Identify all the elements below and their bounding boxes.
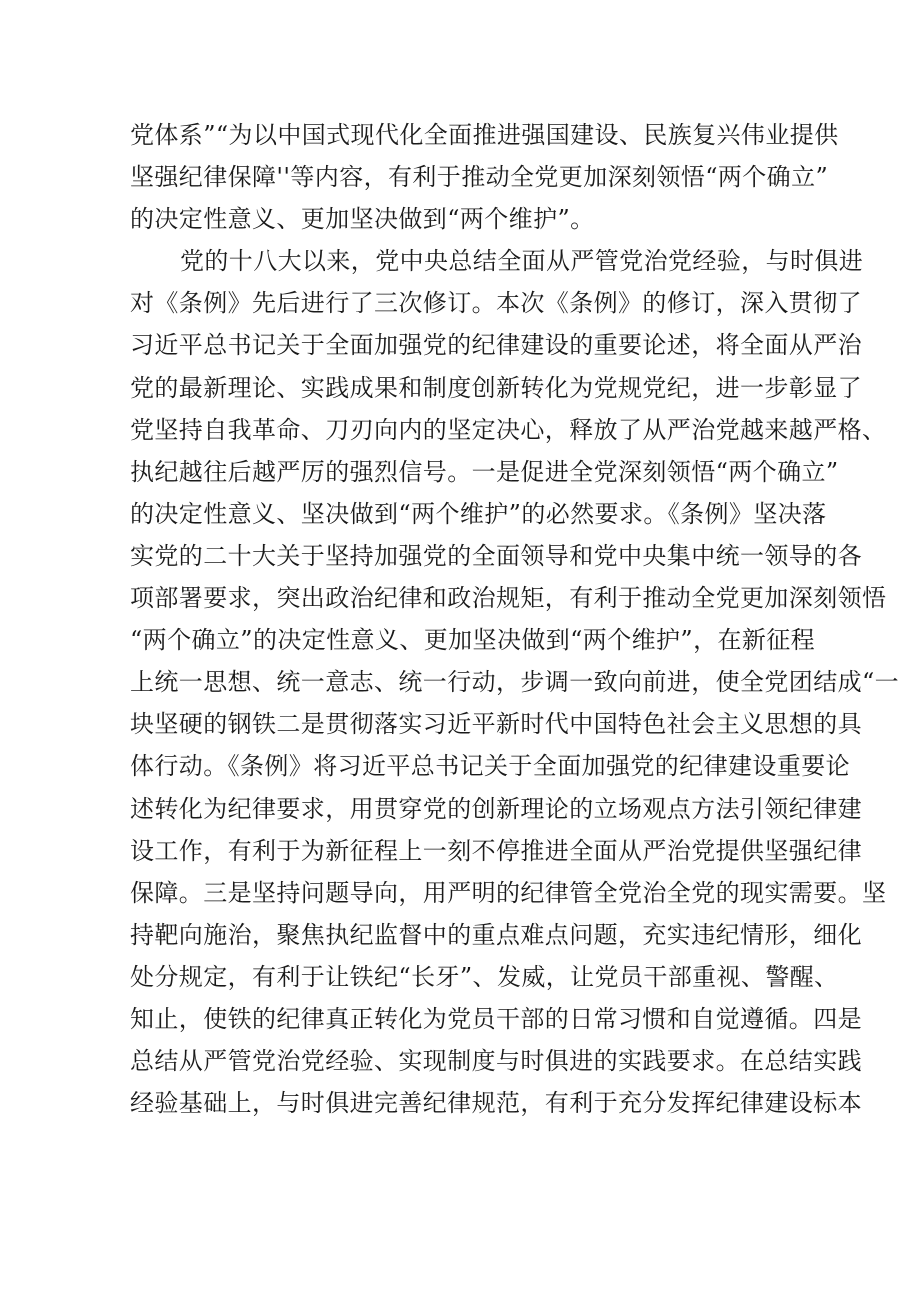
- text-line: 述转化为纪律要求，用贯穿党的创新理论的立场观点方法引领纪律建: [130, 794, 862, 823]
- text-line: 设工作，有利于为新征程上一刻不停推进全面从严治党提供坚强纪律: [130, 836, 862, 865]
- text-line: 党体系”“为以中国式现代化全面推进强国建设、民族复兴伟业提供: [130, 121, 839, 149]
- text-line: 坚强纪律保障''等内容，有利于推动全党更加深刻领悟“两个确立”: [130, 163, 829, 192]
- text-line: 对《条例》先后进行了三次修订。本次《条例》的修订，深入贯彻了: [130, 289, 862, 318]
- document-body: [130, 114, 900, 1124]
- text-line: 习近平总书记关于全面加强党的纪律建设的重要论述，将全面从严治: [130, 331, 862, 360]
- text-line: 的决定性意义、更加坚决做到“两个维护”。: [130, 205, 595, 234]
- paragraph-first-line: 党的十八大以来，党中央总结全面从严管党治党经验，与时俱进: [180, 247, 864, 276]
- text-line: 知止，使铁的纪律真正转化为党员干部的日常习惯和自觉遵循。四是: [130, 1004, 862, 1033]
- text-line: 执纪越往后越严厉的强烈信号。一是促进全党深刻领悟“两个确立”: [130, 457, 839, 486]
- text-line: 经验基础上，与时俱进完善纪律规范，有利于充分发挥纪律建设标本: [130, 1089, 862, 1118]
- text-line: 实党的二十大关于坚持加强党的全面领导和党中央集中统一领导的各: [130, 541, 862, 570]
- text-line: 总结从严管党治党经验、实现制度与时俱进的实践要求。在总结实践: [130, 1047, 862, 1076]
- text-line: 持靶向施治，聚焦执纪监督中的重点难点问题，充实违纪情形，细化: [130, 920, 862, 949]
- text-line: 上统一思想、统一意志、统一行动，步调一致向前进，使全党团结成“一: [130, 668, 900, 697]
- text-line: 保障。三是坚持问题导向，用严明的纪律管全党治全党的现实需要。坚: [130, 878, 887, 907]
- text-line: 体行动。《条例》将习近平总书记关于全面加强党的纪律建设重要论: [130, 752, 850, 781]
- text-line: 党坚持自我革命、刀刃向内的坚定决心，释放了从严治党越来越严格、: [130, 415, 887, 444]
- text-line: 处分规定，有利于让铁纪“长牙”、发威，让党员干部重视、警醒、: [130, 962, 839, 991]
- text-line: 党的最新理论、实践成果和制度创新转化为党规党纪，进一步彰显了: [130, 373, 862, 402]
- text-line: “两个确立”的决定性意义、更加坚决做到“两个维护”，在新征程: [130, 626, 816, 655]
- text-line: 的决定性意义、坚决做到“两个维护”的必然要求。《条例》坚决落: [130, 499, 827, 528]
- text-line: 项部署要求，突出政治纪律和政治规矩，有利于推动全党更加深刻领悟: [130, 584, 887, 613]
- text-line: 块坚硬的钢铁二是贯彻落实习近平新时代中国特色社会主义思想的具: [130, 710, 862, 739]
